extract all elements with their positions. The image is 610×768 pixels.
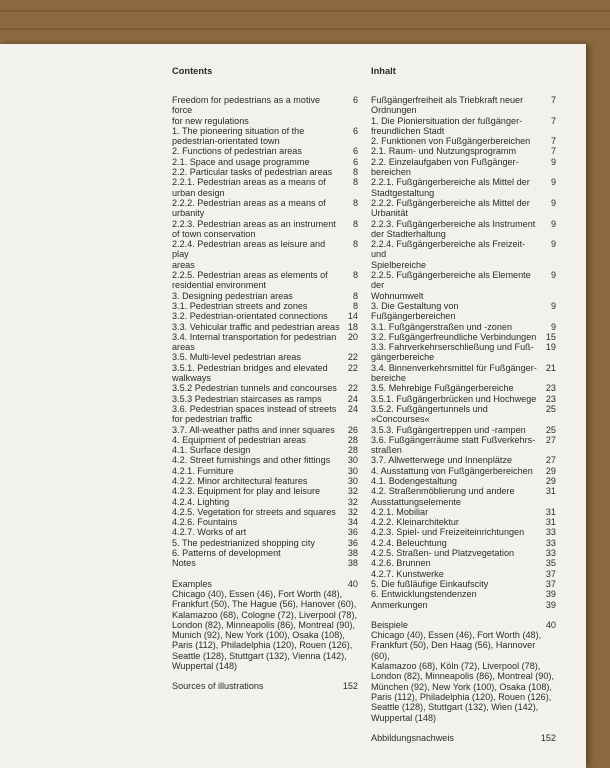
toc-entry-title: 4.2. Street furnishings and other fittings [172,455,331,466]
toc-entry-title: 4.2.1. Furniture [172,465,234,476]
toc-entry [371,527,556,537]
examples-title: Beispiele [371,619,408,630]
toc-list-german [371,95,556,610]
toc-entry [371,198,556,219]
toc-entry-title: Freedom for pedestrians as a motive force for new regulations [172,95,321,126]
toc-entry-title: 3.4. Binnenverkehrsmittel für Fußgänger- bereiche [371,362,537,384]
toc-entry [172,486,358,496]
toc-entry-page: 30 [347,475,358,486]
toc-entry-title: 2.2.4. Pedestrian areas as leisure and play areas [172,239,326,270]
toc-entry-page: 9 [550,300,556,311]
toc-entry-title: 1. The pioneering situation of the pedestrian-orientated town [172,125,305,147]
toc-entry-title: 3.5.2 Pedestrian tunnels and concourses [172,383,337,394]
toc-entry [172,435,358,445]
toc-entry-page: 27 [545,434,556,445]
sources-title: Abbildungsnachweis [371,732,454,743]
toc-entry-page: 33 [545,537,556,548]
toc-entry-page: 35 [545,558,556,569]
toc-entry [371,219,556,240]
toc-entry-title: 3.2. Fußgängerfreundliche Verbindungen [371,331,537,342]
spacer [172,671,358,681]
toc-entry-title: 3.5.1. Pedestrian bridges and elevated walkways [172,362,328,384]
toc-entry [371,600,556,610]
toc-entry-page: 32 [347,496,358,507]
toc-entry-page: 21 [545,362,556,373]
toc-entry [172,548,358,558]
toc-entry-title: 4.2.7. Works of art [172,527,247,538]
toc-entry [371,425,556,435]
spacer [371,610,556,620]
toc-entry-title: 3.5.1. Fußgängerbrücken und Hochwege [371,393,537,404]
toc-entry-title: 3. Die Gestaltung von Fußgängerbereichen [371,300,459,322]
toc-entry-title: 3.1. Pedestrian streets and zones [172,300,308,311]
toc-entry-title: 3.7. Allwetterwege und Innenplätze [371,455,513,466]
toc-entry [172,167,358,177]
toc-entry [371,136,556,146]
spacer [172,569,358,579]
toc-entry [371,579,556,589]
toc-entry-page: 29 [545,475,556,486]
toc-entry [172,558,358,568]
toc-entry [371,538,556,548]
toc-entry-page: 9 [550,321,556,332]
toc-entry-title: 2.2.3. Pedestrian areas as an instrument of town conservation [172,218,336,239]
toc-entry-page: 9 [550,156,556,167]
contents-column-german [371,66,556,743]
toc-entry-page: 28 [347,434,358,445]
toc-entry-page: 8 [352,300,358,311]
toc-entry-title: 2. Functions of pedestrian areas [172,146,302,157]
toc-entry-title: 2.2.1. Fußgängerbereiche als Mittel der Stadtgestaltung [371,177,530,198]
toc-entry [172,394,358,404]
toc-entry-page: 31 [545,486,556,497]
toc-entry [172,352,358,362]
toc-entry-page: 7 [550,95,556,105]
examples-title: Examples [172,578,212,589]
toc-entry [172,445,358,455]
toc-entry [371,486,556,507]
toc-entry-page: 36 [347,527,358,538]
toc-entry-title: 4.2.4. Lighting [172,496,230,507]
toc-entry-title: 3.6. Pedestrian spaces instead of streets for pedestrian traffic [172,403,337,425]
toc-entry-page: 8 [352,290,358,301]
toc-entry [172,157,358,167]
toc-entry-page: 8 [352,239,358,250]
toc-entry [371,455,556,465]
toc-entry-title: 2.2. Particular tasks of pedestrian areas [172,167,333,178]
toc-entry-title: 2.2.5. Pedestrian areas as elements of residential environment [172,270,328,291]
toc-entry [371,517,556,527]
sources-page: 152 [342,681,358,692]
toc-entry [371,394,556,404]
toc-entry [172,322,358,332]
toc-entry-page: 38 [347,558,358,569]
toc-entry-page: 6 [352,95,358,105]
examples-heading-row [172,579,358,589]
toc-entry-page: 9 [550,239,556,250]
toc-entry-page: 24 [347,393,358,404]
examples-cities: Chicago (40), Essen (46), Fort Worth (48), Frankfurt (50), The Hague (56), Hanover (60), Kalamazoo (68), Cologne (72), Liverpool (78), London (82), Minneapolis (86), Montreal (90), Munich (92), New York (100), Osaka (108), Paris (112), Philadelphia (120), Rouen (126), Seattle (128), Stuttgart (132), Vienna (142), Wuppertal (148) [172,588,358,672]
toc-entry [371,270,556,301]
toc-entry [172,425,358,435]
toc-entry-page: 30 [347,455,358,466]
toc-entry [172,95,358,126]
toc-entry-title: Fußgängerfreiheit als Triebkraft neuer Ordnungen [371,95,524,116]
toc-entry-page: 38 [347,548,358,559]
toc-entry-title: 2.2.4. Fußgängerbereiche als Freizeit- und Spielbereiche [371,239,526,270]
toc-entry [371,383,556,393]
toc-entry-page: 37 [545,578,556,589]
toc-entry-page: 6 [352,146,358,157]
toc-entry-page: 28 [347,445,358,456]
examples-page: 40 [545,619,556,630]
toc-entry-page: 22 [347,362,358,373]
toc-entry-page: 8 [352,270,358,281]
toc-entry-page: 6 [352,156,358,167]
toc-entry-page: 39 [545,589,556,600]
toc-entry-page: 8 [352,167,358,178]
toc-entry-page: 32 [347,506,358,517]
toc-entry [371,301,556,322]
toc-entry-page: 8 [352,197,358,208]
toc-entry-page: 9 [550,177,556,188]
toc-entry [371,507,556,517]
toc-entry [172,239,358,270]
toc-entry-page: 39 [545,599,556,610]
toc-entry [371,476,556,486]
toc-entry-title: 4.2.1. Mobiliar [371,506,429,517]
toc-entry [371,466,556,476]
toc-entry [172,466,358,476]
toc-entry-page: 22 [347,352,358,363]
toc-list-english [172,95,358,569]
toc-entry-page: 37 [545,568,556,579]
toc-entry [172,497,358,507]
toc-entry [172,146,358,156]
toc-entry-title: 2.2.5. Fußgängerbereiche als Elemente der Wohnumwelt [371,270,531,301]
toc-entry [371,569,556,579]
toc-entry-title: 3. Designing pedestrian areas [172,290,293,301]
toc-entry-page: 19 [545,342,556,353]
toc-entry [371,177,556,198]
toc-entry-title: Notes [172,558,196,569]
toc-entry-title: 4.2.5. Straßen- und Platzvegetation [371,548,515,559]
toc-entry-title: 4.1. Surface design [172,445,251,456]
toc-entry-page: 8 [352,218,358,229]
sources-row [172,681,358,691]
toc-entry-title: 2.1. Space and usage programme [172,156,310,167]
toc-entry [371,95,556,116]
toc-entry [172,198,358,219]
toc-entry [371,239,556,270]
toc-entry [371,589,556,599]
toc-entry-title: 2.2.3. Fußgängerbereiche als Instrument der Stadterhaltung [371,218,536,239]
toc-entry [172,219,358,240]
sources-page: 152 [540,732,556,743]
toc-entry [172,311,358,321]
toc-entry-page: 30 [347,465,358,476]
toc-entry-title: Anmerkungen [371,599,428,610]
toc-entry-page: 20 [347,331,358,342]
toc-entry-title: 3.5.2. Fußgängertunnels und »Concourses« [371,403,488,425]
toc-entry-title: 2.2. Einzelaufgaben von Fußgänger- bereichen [371,156,519,178]
toc-entry [172,177,358,198]
toc-entry [172,538,358,548]
toc-entry-title: 4.2.2. Minor architectural features [172,475,308,486]
toc-entry-title: 4.2. Straßenmöblierung und andere Ausstattungselemente [371,486,515,507]
toc-entry-title: 4. Ausstattung von Fußgängerbereichen [371,465,533,476]
toc-entry-title: 2.1. Raum- und Nutzungsprogramm [371,146,517,157]
toc-entry-page: 36 [347,537,358,548]
toc-entry [172,363,358,384]
toc-entry-page: 9 [550,218,556,229]
toc-entry-title: 2.2.2. Fußgängerbereiche als Mittel der Urbanität [371,197,530,219]
toc-entry-title: 6. Entwicklungstendenzen [371,589,477,600]
toc-entry-title: 3.7. All-weather paths and inner squares [172,424,335,435]
toc-entry-page: 33 [545,527,556,538]
toc-entry-page: 25 [545,424,556,435]
toc-entry [172,517,358,527]
toc-entry-title: 4.2.6. Fountains [172,517,238,528]
toc-entry-page: 25 [545,403,556,414]
toc-entry [172,527,358,537]
sources-row [371,733,556,743]
toc-entry-page: 18 [347,321,358,332]
toc-entry [172,291,358,301]
toc-entry [172,507,358,517]
toc-entry-page: 15 [545,331,556,342]
examples-page: 40 [347,578,358,589]
toc-entry-title: 4.2.7. Kunstwerke [371,568,444,579]
toc-entry-page: 6 [352,125,358,136]
toc-entry-title: 3.5. Mehrebige Fußgängerbereiche [371,383,514,394]
toc-entry-title: 5. The pedestrianized shopping city [172,537,315,548]
toc-entry-title: 4. Equipment of pedestrian areas [172,434,306,445]
toc-entry-page: 24 [347,403,358,414]
toc-entry [371,332,556,342]
toc-entry-page: 29 [545,465,556,476]
toc-entry-title: 3.3. Fahrverkehrserschließung und Fuß- gängerbereiche [371,342,534,363]
toc-entry [172,126,358,147]
toc-entry-page: 9 [550,197,556,208]
toc-entry [172,404,358,425]
toc-entry [172,383,358,393]
toc-entry-title: 4.2.3. Spiel- und Freizeiteinrichtungen [371,527,525,538]
examples-cities: Chicago (40), Essen (46), Fort Worth (48), Frankfurt (50), Den Haag (56), Hannover (60), Kalamazoo (68), Köln (72), Liverpool (78), London (82), Minneapolis (86), Montreal (90), München (92), New York (100), Osaka (108), Paris (112), Philadelphia (120), Rouen (126), Seattle (128), Stuttgart (132), Wien (142), Wuppertal (148) [371,630,554,723]
toc-entry-title: 3.5. Multi-level pedestrian areas [172,352,301,363]
toc-entry-title: 4.2.3. Equipment for play and leisure [172,486,321,497]
toc-entry-title: 4.2.2. Kleinarchitektur [371,517,459,528]
toc-entry-title: 1. Die Pioniersituation der fußgänger- freundlichen Stadt [371,115,523,136]
contents-column-english [172,66,358,692]
toc-entry-page: 8 [352,177,358,188]
toc-entry [172,332,358,353]
toc-entry-title: 3.4. Internal transportation for pedestrian areas [172,331,337,353]
toc-entry-title: 4.2.4. Beleuchtung [371,537,447,548]
toc-entry-title: 2.2.2. Pedestrian areas as a means of urbanity [172,197,326,219]
toc-entry [371,146,556,156]
toc-entry-title: 5. Die fußläufige Einkaufscity [371,578,489,589]
toc-entry-page: 23 [545,393,556,404]
spacer [371,723,556,733]
toc-entry-page: 31 [545,506,556,517]
toc-entry-title: 2. Funktionen von Fußgängerbereichen [371,136,531,147]
inhalt-heading: Inhalt [371,66,396,76]
toc-entry [371,322,556,332]
toc-entry [371,435,556,456]
toc-entry-title: 4.2.6. Brunnen [371,558,431,569]
sources-title: Sources of illustrations [172,681,264,692]
toc-entry-title: 3.5.3. Fußgängertreppen und -rampen [371,424,526,435]
toc-entry-title: 2.2.1. Pedestrian areas as a means of urban design [172,177,326,198]
toc-entry-title: 3.3. Vehicular traffic and pedestrian areas [172,321,340,332]
toc-entry-page: 9 [550,270,556,281]
toc-entry-title: 3.1. Fußgängerstraßen und -zonen [371,321,513,332]
toc-entry [172,476,358,486]
toc-entry [172,301,358,311]
toc-entry-page: 14 [347,311,358,322]
toc-entry [371,558,556,568]
examples-heading-row [371,620,556,630]
toc-entry-page: 33 [545,548,556,559]
toc-entry-page: 22 [347,383,358,394]
toc-entry [371,342,556,363]
toc-entry [172,455,358,465]
toc-entry-title: 6. Patterns of development [172,548,281,559]
toc-entry-title: 4.2.5. Vegetation for streets and squares [172,506,336,517]
toc-entry-page: 26 [347,424,358,435]
toc-entry-title: 3.2. Pedestrian-orientated connections [172,311,328,322]
toc-entry-page: 23 [545,383,556,394]
wood-grain [0,28,610,30]
toc-entry-title: 4.1. Bodengestaltung [371,475,457,486]
toc-entry [172,270,358,291]
toc-entry [371,404,556,425]
toc-entry [371,548,556,558]
toc-entry-page: 31 [545,517,556,528]
toc-entry-title: 3.5.3 Pedestrian staircases as ramps [172,393,322,404]
toc-entry-title: 3.6. Fußgängerräume statt Fußverkehrs- straßen [371,434,536,456]
toc-entry-page: 32 [347,486,358,497]
toc-entry [371,116,556,137]
toc-entry-page: 7 [550,146,556,157]
toc-entry-page: 7 [550,136,556,147]
toc-entry-page: 27 [545,455,556,466]
toc-entry [371,157,556,178]
contents-heading: Contents [172,66,213,76]
wood-grain [0,10,610,12]
toc-entry-page: 34 [347,517,358,528]
toc-entry [371,363,556,384]
toc-entry-page: 7 [550,115,556,126]
